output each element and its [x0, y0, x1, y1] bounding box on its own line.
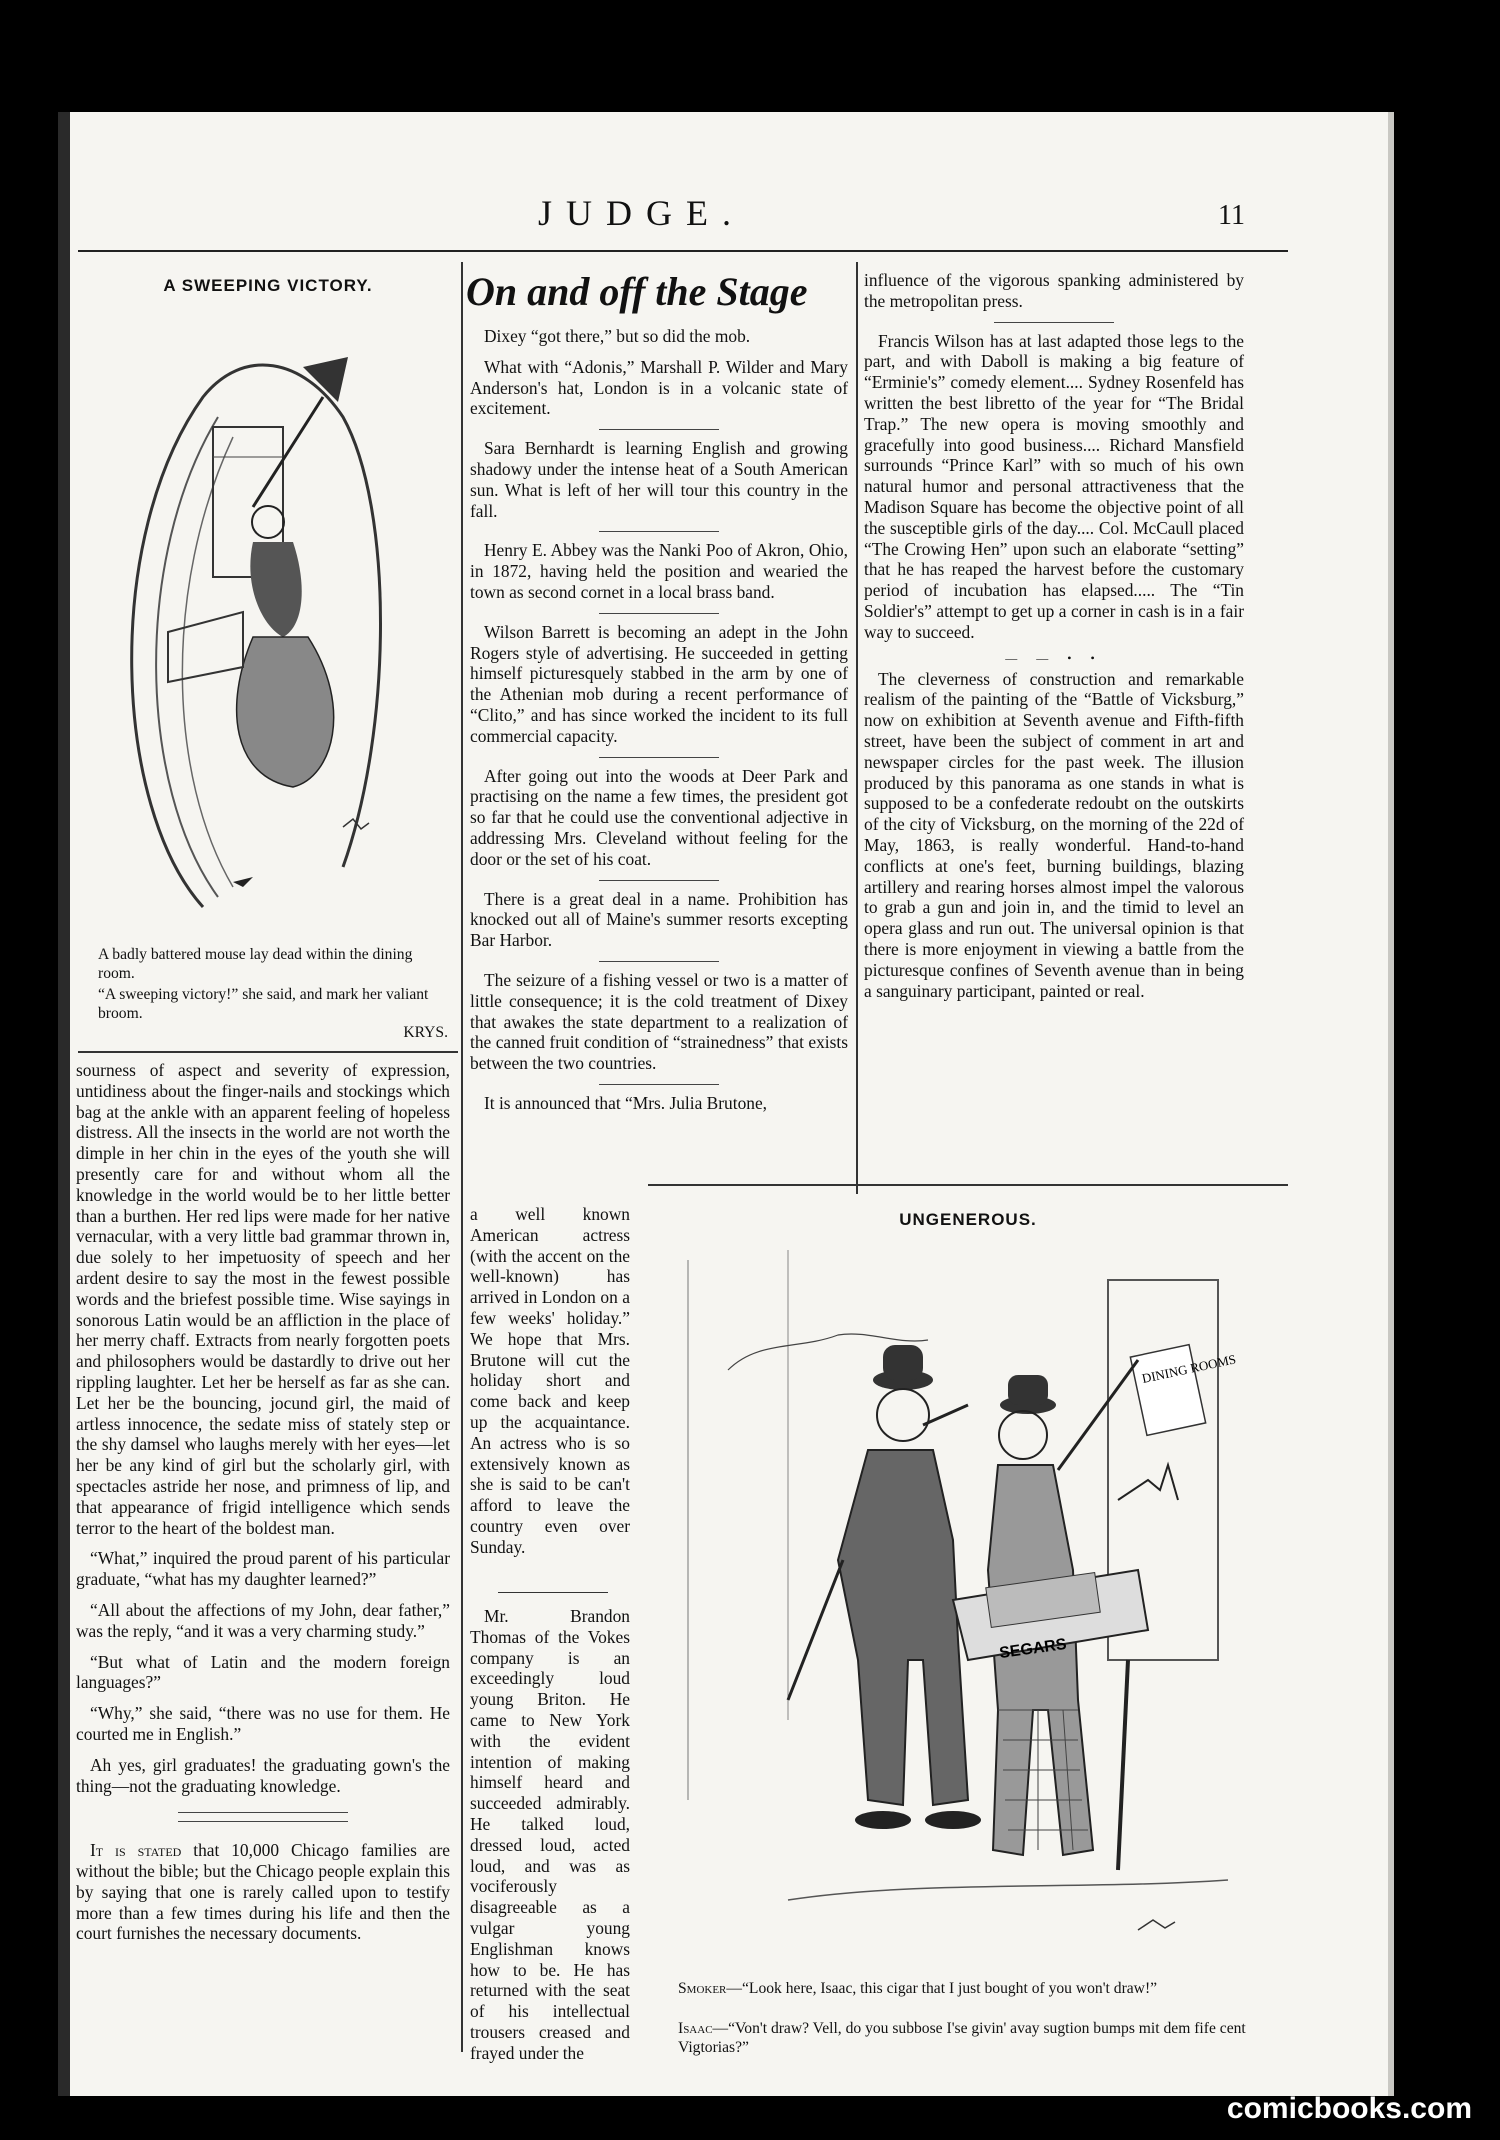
stage-item-adonis: What with “Adonis,” Marshall P. Wilder and Mary Anderson's hat, London is in a volcanic state of excitement.: [470, 356, 848, 419]
stage-column-text: [470, 326, 848, 1114]
column-rule-right: [856, 262, 858, 1194]
ungenerous-title: UNGENEROUS.: [899, 1210, 1037, 1229]
left-column-text: [76, 1060, 450, 1954]
stage-column-heading: On and off the Stage: [466, 269, 808, 314]
stage-item-bernhardt: Sara Bernhardt is learning English and growing shadowy under the intense heat of a South American sun. What is left of her will tour this country in the fall.: [470, 438, 848, 521]
brandon-separator: [498, 1592, 608, 1593]
header-rule: [78, 250, 1288, 252]
girl-graduate-paragraph-5: “Why,” she said, “there was no use for them. He courted me in English.”: [76, 1703, 450, 1744]
section-separator: [599, 961, 719, 962]
section-separator: [599, 1084, 719, 1085]
stage-item-brutone: a well known American actress (with the accent on the well-known) has arrived in London on a few weeks' holiday.” We hope that Mrs. Brutone will cut the holiday short and come back and keep up the acquaintance. An actress who is so extensively known as she is said to be can't afford to leave the country even over Sunday.: [470, 1204, 630, 1557]
stage-item-brandon: Mr. Brandon Thomas of the Vokes company is an exceedingly loud young Briton. He came to New York with the evident intention of making himself heard and succeeded admirably. He talked loud, dressed loud, acted loud, and was as vociferously disagreeable as a vulgar young Englishman knows how to be. He has returned with the seat of his intellectual trousers creased and frayed under the: [470, 1606, 630, 2063]
chicago-bible-paragraph: [76, 1840, 450, 1944]
stage-item-brutone-intro: It is announced that “Mrs. Julia Brutone,: [484, 1092, 768, 1113]
sweeping-victory-title: A SWEEPING VICTORY.: [163, 276, 373, 295]
stage-item-fishing: The seizure of a fishing vessel or two is a matter of little consequence; it is the cold treatment of Dixey that awakes the state department to a realization of the canned fruit condition of “strainedness” that exists between the two countries.: [470, 969, 848, 1074]
girl-graduate-paragraph-3: “All about the affections of my John, dear father,” was the reply, “and it was a very charming study.”: [76, 1599, 450, 1641]
smoker-and-cigar-vendor-illustration: [668, 1240, 1268, 1960]
brutone-narrow-text: [470, 1204, 630, 1568]
binding-spine: [58, 112, 70, 2096]
section-separator: [599, 531, 719, 532]
stage-item-dixey: Dixey “got there,” but so did the mob.: [484, 326, 751, 346]
dot-separator: — — • •: [1005, 650, 1103, 665]
column-rule-left: [461, 262, 463, 2052]
wilson-paragraph: Francis Wilson has at last adapted those legs to the part, and with Daboll is making a big feature of “Erminie's” comedy element.... Sydney Rosenfeld has written the best libretto of the year for “The Bridal Trap.” The new opera is moving smoothly and gracefully into good business.... Richard Mansfield surrounds “Prince Karl” with so much of his own natural humor and personal attractiveness that the Madison Square has become the objective point of all the susceptible girls of the day.... Col. McCaull placed “The Crowing Hen” upon such an elaborate “setting” that he has reaped the harvest before the customary period of incubation has elapsed..... The “Tin Soldier's” attempt to get up a corner in cash is in a fair way to succeed.: [864, 330, 1244, 642]
section-separator: [994, 322, 1114, 323]
chicago-lead-in: It is stated: [90, 1840, 182, 1861]
site-watermark: comicbooks.com: [1226, 2092, 1472, 2125]
girl-graduate-paragraph-2: “What,” inquired the proud parent of his particular graduate, “what has my daughter learned?”: [76, 1548, 450, 1590]
section-separator: [178, 1812, 348, 1813]
dining-rooms-sign: DINING ROOMS: [1140, 1351, 1238, 1386]
section-separator: [178, 1821, 348, 1822]
section-separator: [599, 757, 719, 758]
girl-graduate-paragraph-6: Ah yes, girl graduates! the graduating gown's the thing—not the graduating knowledge.: [76, 1754, 450, 1796]
section-separator: [599, 429, 719, 430]
spanking-continuation: influence of the vigorous spanking administered by the metropolitan press.: [864, 270, 1244, 311]
smoker-line: —“Look here, Isaac, this cigar that I just bought of you won't draw!”: [726, 1980, 1158, 1997]
section-separator: [599, 613, 719, 614]
vicksburg-paragraph: The cleverness of construction and remarkable realism of the painting of the “Battle of Vicksburg,” now on exhibition at Seventh avenue and Fifth-fifth street, have been the subject of comment in art and newspaper circles for the past week. The illusion produced by this panorama as one stands in what is supposed to be a confederate redoubt on the outskirts of the city of Vicksburg, on the morning of the 22d of May, 1863, is really wonderful. Hand-to-hand conflicts at one's feet, burning buildings, blazing artillery and rearing horses almost impel the valorous to grab a gun and join in, and the timid to level an opera glass and run out. The universal opinion is that there is more enjoyment in viewing a battle from the picturesque confines of Seventh avenue than in being a sanguinary participant, painted or real.: [864, 668, 1244, 1001]
smoker-label: Smoker: [678, 1980, 727, 1997]
right-column-text: [864, 270, 1244, 1011]
sweeping-signature: KRYS.: [403, 1024, 448, 1041]
page-edge: [1388, 112, 1394, 2096]
isaac-caption: [678, 2019, 1278, 2057]
stage-item-maine: There is a great deal in a name. Prohibition has knocked out all of Maine's summer resorts excepting Bar Harbor.: [470, 888, 848, 951]
stage-item-abbey: Henry E. Abbey was the Nanki Poo of Akron, Ohio, in 1872, having held the position and wearied the town as second cornet in a local brass band.: [470, 540, 848, 602]
sweeping-caption-2: “A sweeping victory!” she said, and mark her valiant broom.: [98, 986, 429, 1022]
sweeping-caption-1: A badly battered mouse lay dead within the dining room.: [98, 946, 413, 982]
girl-graduate-paragraph-1: sourness of aspect and severity of expression, untidiness about the finger-nails and stockings which bag at the ankle with an apparent feeling of hopeless distress. All the insects in the world are not worth the dimple in her chin in the eyes of the youth she will presently care for and without whom all the knowledge in the world would be to her little better than a burthen. Her red lips were made for her native vernacular, with a very little bad grammar thrown in, due solely to her impetuosity of speech and her ardent desire to say the most in the fewest possible words and the briefest possible time. Wise sayings in sonorous Latin would be an affliction in the place of her merry chaff. Extracts from nearly forgotten poets and philosophers would be dastardly to drive out her rippling laughter. Let her be herself as far as she can. Let her be the bouncing, jocund girl, the maid of artless innocence, the sedate miss of stately step or the shy damsel who laughs merely with her eyes—let her be any kind of girl but the scholarly girl, with spectacles astride her nose, and primness of lip, and that appearance of frigid intelligence which sends terror to the heart of the boldest man.: [76, 1060, 450, 1538]
brandon-narrow-text: [470, 1606, 630, 2074]
sweeping-bottom-rule: [78, 1051, 458, 1053]
page-number: 11: [1218, 200, 1245, 231]
ungenerous-top-rule: [648, 1184, 1288, 1186]
woman-with-broom-illustration: [93, 307, 443, 927]
chicago-body: that 10,000 Chicago families are without the bible; but the Chicago people explain this by saying that one is rarely called upon to testify more than a few times during his life and then the court furnishes the necessary documents.: [76, 1840, 450, 1944]
magazine-page: [58, 112, 1394, 2096]
smoker-caption: [678, 1979, 1278, 1998]
stage-item-cleveland: After going out into the woods at Deer Park and practising on the name a few times, the president got so far that he could use the conventional adjective in addressing Mrs. Cleveland without feeling for the door or the set of his coat.: [470, 765, 848, 869]
isaac-label: Isaac: [678, 2020, 713, 2037]
isaac-line: —“Von't draw? Vell, do you subbose I'se givin' avay sugtion bumps mit dem fife cent Vigtorias?”: [678, 2020, 1246, 2056]
section-separator: [599, 880, 719, 881]
stage-item-barrett: Wilson Barrett is becoming an adept in the John Rogers style of advertising. He succeeded in getting himself picturesquely stabbed in the arm by one of the Athenian mob during a recent performance of “Clito,” and has since worked the incident to its full commercial capacity.: [470, 621, 848, 746]
girl-graduate-paragraph-4: “But what of Latin and the modern foreign languages?”: [76, 1651, 450, 1693]
segars-box-label: SEGARS: [998, 1635, 1068, 1663]
masthead-title: JUDGE.: [538, 193, 745, 233]
